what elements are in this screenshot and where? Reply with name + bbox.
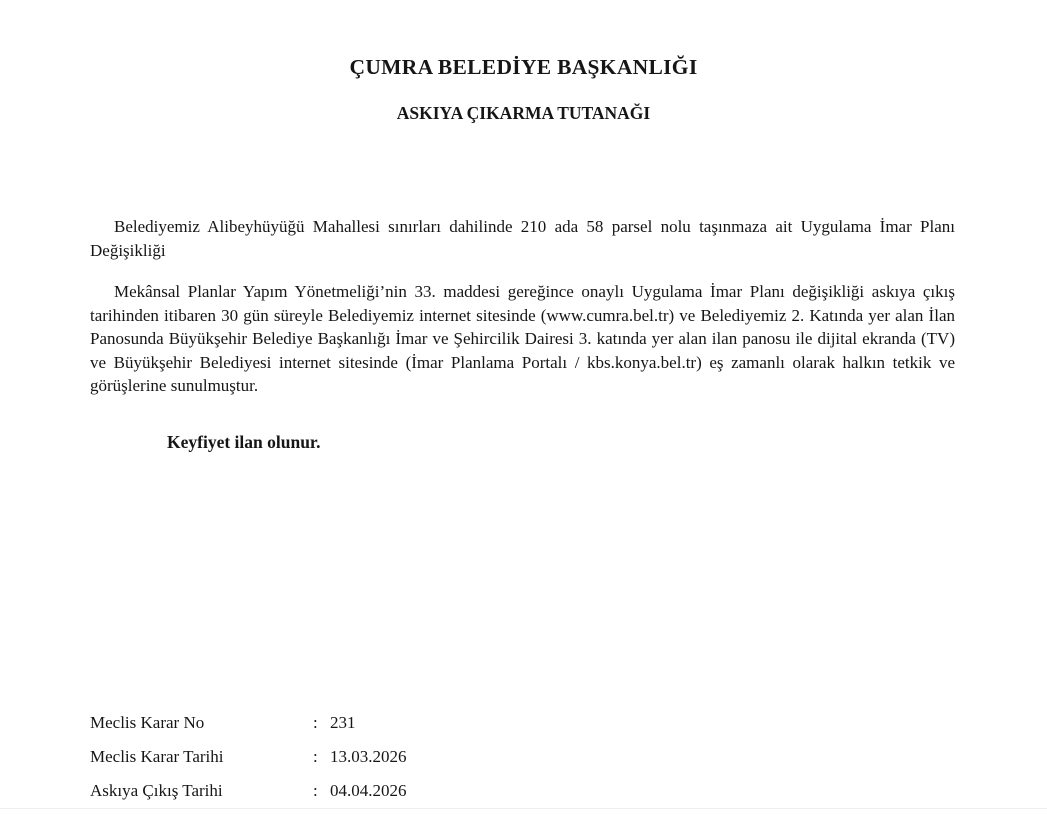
detail-row-council-decision-date — [90, 740, 955, 774]
closing-statement: Keyfiyet ilan olunur. — [167, 431, 321, 452]
detail-separator: : — [313, 746, 318, 766]
paragraph-announcement: Mekânsal Planlar Yapım Yönetmeliği’nin 33. maddesi gereğince onaylı Uygulama İmar Planı değişikliği askıya çıkış tarihinden itibaren 30 gün süreyle Belediyemiz internet sitesinde (www.cumra.bel.tr) ve Belediyemiz 2. Katında yer alan İlan Panosunda Büyükşehir Belediye Başkanlığı İmar ve Şehircilik Dairesi 3. katında yer alan ilan panosu ile dijital ekranda (TV) ve Büyükşehir Belediyesi internet sitesinde (İmar Planlama Portalı / kbs.konya.bel.tr) eş zamanlı olarak halkın tetkik ve görüşlerine sunulmuştur. — [90, 282, 955, 395]
document-title: ÇUMRA BELEDİYE BAŞKANLIĞI — [349, 55, 698, 79]
detail-row-posting-date — [90, 774, 955, 808]
paragraph-subject: Belediyemiz Alibeyhüyüğü Mahallesi sınırları dahilinde 210 ada 58 parsel nolu taşınmaza ait Uygulama İmar Planı Değişikliği — [90, 217, 955, 260]
page-bottom-divider — [0, 808, 1047, 809]
document-subtitle: ASKIYA ÇIKARMA TUTANAĞI — [396, 103, 651, 123]
detail-separator: : — [313, 780, 318, 800]
detail-row-council-decision-no — [90, 706, 955, 740]
detail-label: Meclis Karar Tarihi — [90, 746, 224, 766]
detail-separator: : — [313, 712, 318, 732]
detail-label: Meclis Karar No — [90, 712, 205, 732]
detail-label: Askıya Çıkış Tarihi — [90, 780, 223, 800]
detail-value: 04.04.2026 — [330, 780, 407, 800]
document-body — [90, 215, 955, 808]
detail-value: 13.03.2026 — [330, 746, 407, 766]
decision-details — [90, 706, 955, 808]
detail-value: 231 — [330, 712, 356, 732]
